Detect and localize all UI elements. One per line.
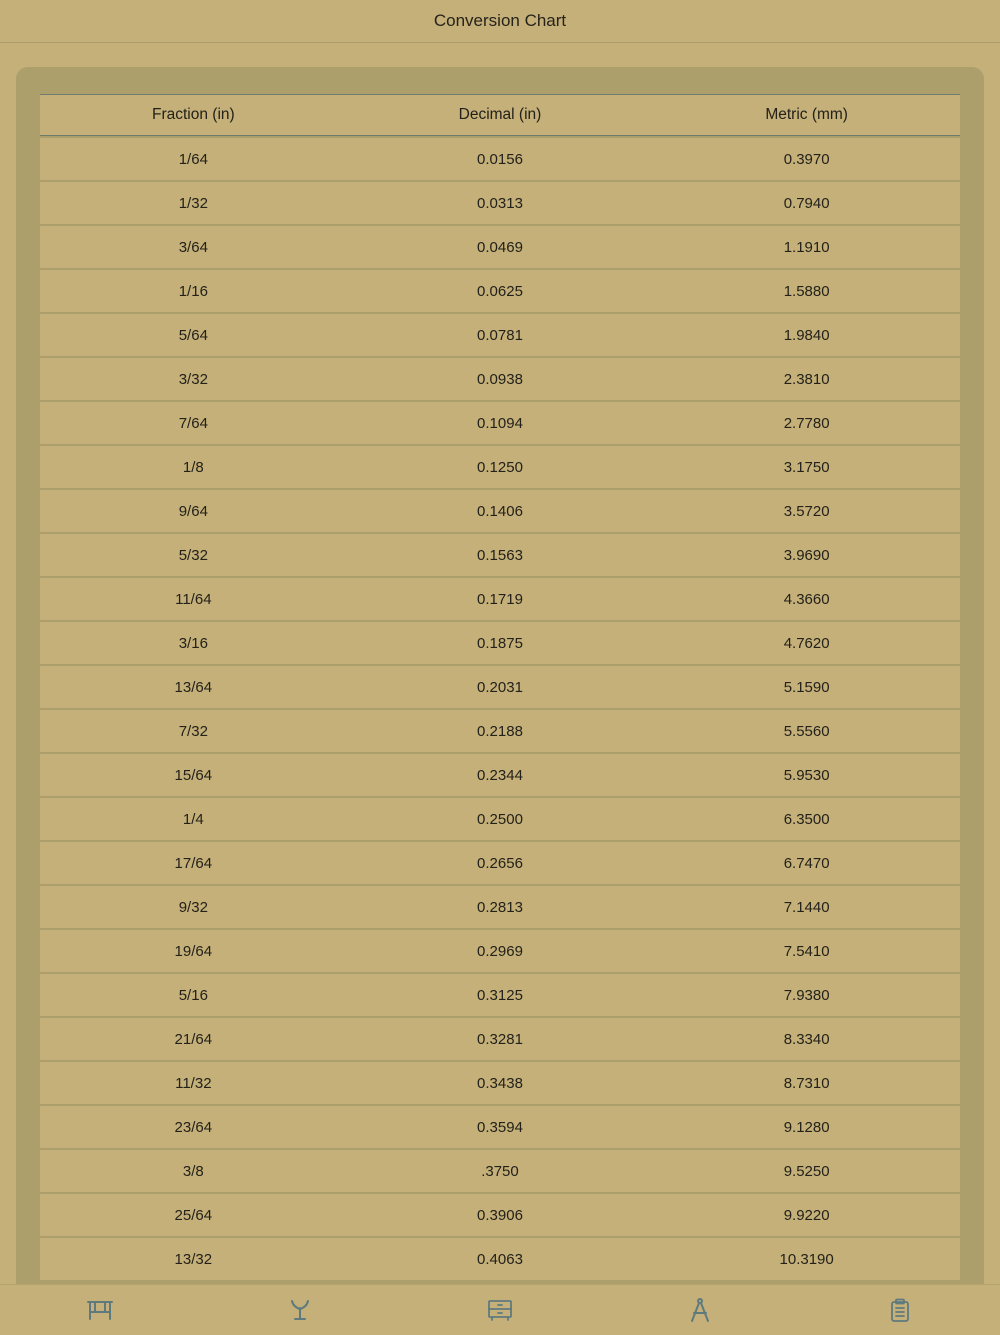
metric-cell: 5.1590: [783, 678, 830, 696]
metric-cell: 1.9840: [783, 326, 830, 344]
sprout-icon: [288, 1298, 312, 1322]
table-row: [40, 578, 960, 620]
fraction-cell: 21/64: [174, 1030, 213, 1048]
fraction-cell: 19/64: [174, 942, 213, 960]
decimal-cell: 0.2188: [477, 722, 523, 740]
decimal-cell: 0.2813: [477, 898, 523, 916]
table-row: [40, 1106, 960, 1148]
metric-cell: 7.1440: [783, 898, 830, 916]
decimal-cell: .3750: [481, 1162, 519, 1180]
header-fraction: Fraction (in): [151, 106, 235, 123]
tab-table[interactable]: [0, 1285, 200, 1335]
table-row: [40, 1018, 960, 1060]
decimal-cell: 0.1875: [477, 634, 523, 652]
metric-cell: 3.5720: [783, 502, 830, 520]
metric-cell: 0.3970: [783, 150, 830, 168]
table-row: [40, 666, 960, 708]
compass-icon: [688, 1297, 712, 1323]
table-row: [40, 182, 960, 224]
metric-cell: 6.7470: [783, 854, 830, 872]
table-row: [40, 446, 960, 488]
metric-cell: 8.7310: [783, 1074, 830, 1092]
conversion-table: [40, 94, 960, 1280]
conversion-table-panel[interactable]: [16, 67, 984, 1307]
navigation-bar: [0, 0, 1000, 43]
tab-cabinet[interactable]: [400, 1285, 600, 1335]
table-row: [40, 842, 960, 884]
table-row: [40, 1194, 960, 1236]
table-icon: [86, 1299, 114, 1321]
table-row: [40, 886, 960, 928]
tab-sprout[interactable]: [200, 1285, 400, 1335]
decimal-cell: 0.3281: [477, 1030, 523, 1048]
decimal-cell: 0.0938: [477, 370, 523, 388]
fraction-cell: 1/32: [178, 194, 208, 212]
table-row: [40, 402, 960, 444]
tab-compass[interactable]: [600, 1285, 800, 1335]
fraction-cell: 9/32: [178, 898, 208, 916]
table-row: [40, 930, 960, 972]
metric-cell: 1.1910: [783, 238, 830, 256]
decimal-cell: 0.4063: [477, 1250, 523, 1268]
table-row: [40, 1150, 960, 1192]
decimal-cell: 0.2500: [477, 810, 523, 828]
fraction-cell: 1/64: [178, 150, 208, 168]
metric-cell: 9.9220: [783, 1206, 830, 1224]
fraction-cell: 7/32: [178, 722, 208, 740]
fraction-cell: 1/4: [182, 810, 204, 828]
table-row: [40, 798, 960, 840]
table-row: [40, 534, 960, 576]
table-row: [40, 490, 960, 532]
decimal-cell: 0.2656: [477, 854, 523, 872]
fraction-cell: 13/64: [174, 678, 213, 696]
metric-cell: 2.3810: [783, 370, 830, 388]
metric-cell: 7.5410: [783, 942, 830, 960]
fraction-cell: 11/64: [175, 590, 212, 608]
decimal-cell: 0.0156: [477, 150, 523, 168]
decimal-cell: 0.1250: [477, 458, 523, 476]
tab-bar: [0, 1284, 1000, 1334]
fraction-cell: 3/32: [178, 370, 208, 388]
tab-clipboard[interactable]: [800, 1285, 1000, 1335]
decimal-cell: 0.1094: [477, 414, 523, 432]
table-row: [40, 974, 960, 1016]
decimal-cell: 0.1719: [477, 590, 523, 608]
fraction-cell: 1/16: [178, 282, 208, 300]
decimal-cell: 0.0313: [477, 194, 523, 212]
metric-cell: 3.9690: [783, 546, 830, 564]
metric-cell: 5.9530: [783, 766, 830, 784]
decimal-cell: 0.2031: [477, 678, 523, 696]
metric-cell: 4.7620: [783, 634, 830, 652]
decimal-cell: 0.3125: [477, 986, 523, 1004]
metric-cell: 5.5560: [783, 722, 830, 740]
table-row: [40, 138, 960, 180]
table-row: [40, 622, 960, 664]
decimal-cell: 0.0781: [477, 326, 523, 344]
clipboard-icon: [890, 1298, 910, 1322]
decimal-cell: 0.3906: [477, 1206, 523, 1224]
fraction-cell: 3/16: [178, 634, 208, 652]
header-metric: Metric (mm): [765, 106, 848, 123]
fraction-cell: 17/64: [174, 854, 213, 872]
fraction-cell: 5/16: [178, 986, 208, 1004]
fraction-cell: 3/8: [182, 1162, 204, 1180]
metric-cell: 2.7780: [783, 414, 830, 432]
decimal-cell: 0.0469: [477, 238, 523, 256]
header-decimal: Decimal (in): [458, 106, 542, 123]
decimal-cell: 0.2969: [477, 942, 523, 960]
metric-cell: 7.9380: [783, 986, 830, 1004]
table-row: [40, 710, 960, 752]
metric-cell: 9.1280: [783, 1118, 830, 1136]
fraction-cell: 7/64: [178, 414, 208, 432]
table-row: [40, 1062, 960, 1104]
table-row: [40, 226, 960, 268]
fraction-cell: 25/64: [174, 1206, 213, 1224]
decimal-cell: 0.3438: [477, 1074, 523, 1092]
fraction-cell: 1/8: [182, 458, 204, 476]
metric-cell: 4.3660: [783, 590, 830, 608]
fraction-cell: 23/64: [174, 1118, 213, 1136]
decimal-cell: 0.0625: [477, 282, 523, 300]
decimal-cell: 0.2344: [477, 766, 523, 784]
table-header: [40, 94, 960, 136]
fraction-cell: 15/64: [174, 766, 213, 784]
fraction-cell: 5/32: [178, 546, 208, 564]
table-row: [40, 270, 960, 312]
metric-cell: 1.5880: [783, 282, 830, 300]
fraction-cell: 13/32: [174, 1250, 213, 1268]
decimal-cell: 0.3594: [477, 1118, 523, 1136]
table-row: [40, 358, 960, 400]
table-row: [40, 1238, 960, 1280]
metric-cell: 8.3340: [783, 1030, 830, 1048]
metric-cell: 0.7940: [783, 194, 830, 212]
decimal-cell: 0.1563: [477, 546, 523, 564]
fraction-cell: 9/64: [178, 502, 208, 520]
metric-cell: 6.3500: [783, 810, 830, 828]
table-row: [40, 754, 960, 796]
fraction-cell: 11/32: [175, 1074, 212, 1092]
metric-cell: 9.5250: [783, 1162, 830, 1180]
fraction-cell: 5/64: [178, 326, 208, 344]
page-title: Conversion Chart: [433, 11, 567, 30]
fraction-cell: 3/64: [178, 238, 208, 256]
metric-cell: 3.1750: [783, 458, 830, 476]
metric-cell: 10.3190: [779, 1250, 834, 1268]
table-row: [40, 314, 960, 356]
decimal-cell: 0.1406: [477, 502, 523, 520]
cabinet-icon: [487, 1299, 513, 1321]
